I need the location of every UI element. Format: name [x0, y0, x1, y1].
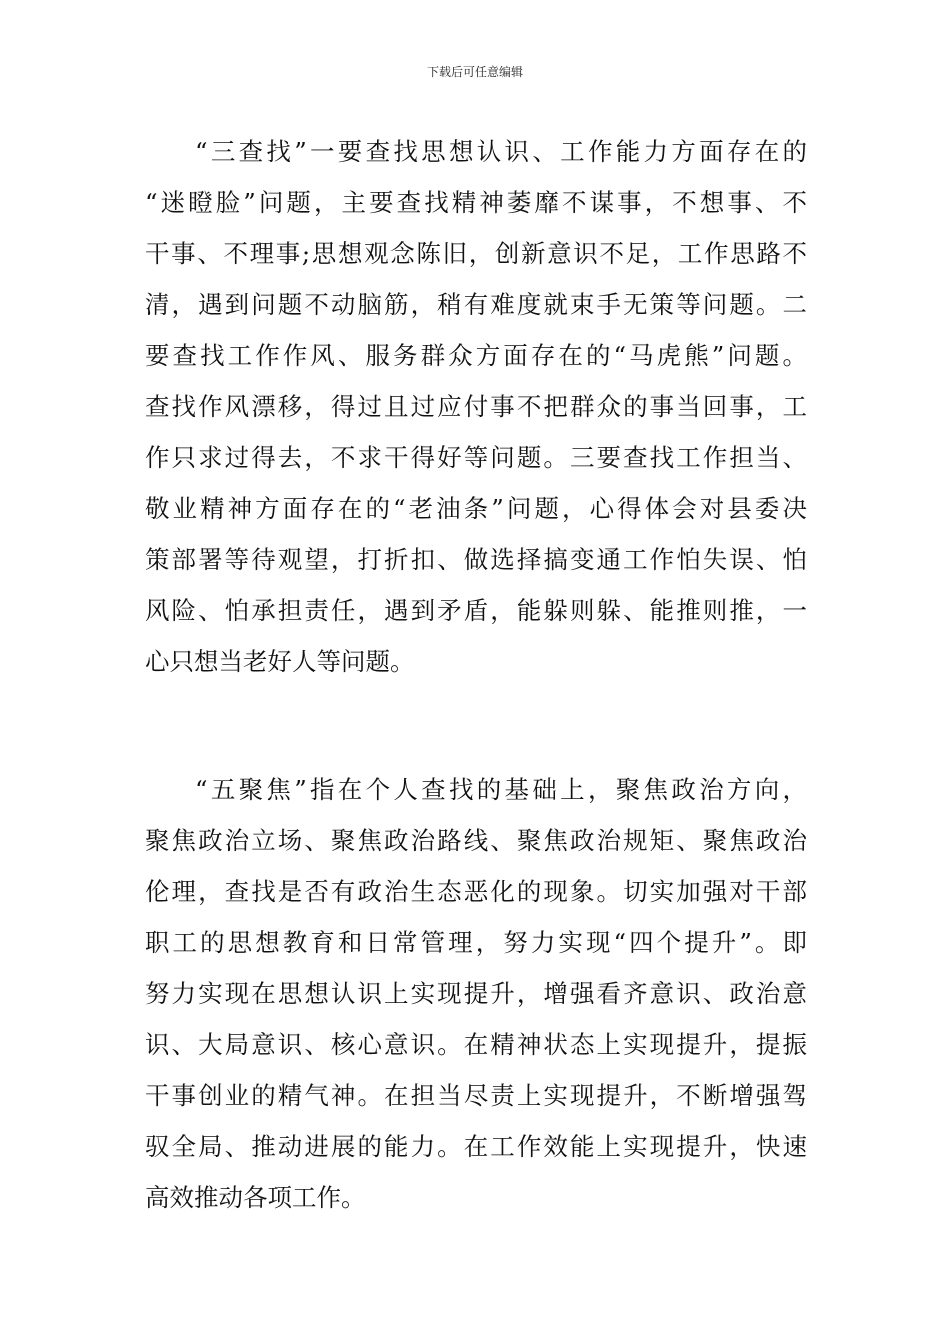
- text-line: 驭全局、推动进展的能力。在工作效能上实现提升，快速: [145, 1132, 807, 1161]
- page-header-note: 下载后可任意编辑: [426, 65, 523, 79]
- text-line: 职工的思想教育和日常管理，努力实现“四个提升”。即: [145, 928, 807, 957]
- paragraph-three-findings: [145, 126, 807, 687]
- text-line: 聚焦政治立场、聚焦政治路线、聚焦政治规矩、聚焦政治: [145, 826, 807, 855]
- text-line: “三查找”一要查找思想认识、工作能力方面存在的: [195, 137, 807, 166]
- paragraph-spacer: [145, 687, 807, 764]
- text-line: “迷瞪脸”问题，主要查找精神萎靡不谋事，不想事、不: [145, 188, 807, 217]
- text-line: 策部署等待观望，打折扣、做选择搞变通工作怕失误、怕: [145, 545, 807, 574]
- paragraph-five-focuses: [145, 764, 807, 1223]
- text-line: 干事创业的精气神。在担当尽责上实现提升，不断增强驾: [145, 1081, 807, 1110]
- text-line: 心只想当老好人等问题。: [145, 647, 415, 676]
- text-line: 努力实现在思想认识上实现提升，增强看齐意识、政治意: [145, 979, 807, 1008]
- text-line: 识、大局意识、核心意识。在精神状态上实现提升，提振: [145, 1030, 807, 1059]
- text-line: 敬业精神方面存在的“老油条”问题，心得体会对县委决: [145, 494, 807, 523]
- text-line: 要查找工作作风、服务群众方面存在的“马虎熊”问题。: [145, 341, 807, 370]
- text-line: 干事、不理事;思想观念陈旧，创新意识不足，工作思路不: [145, 239, 807, 268]
- text-line: 作只求过得去，不求干得好等问题。三要查找工作担当、: [145, 443, 807, 472]
- document-body: [145, 126, 807, 1223]
- text-line: “五聚焦”指在个人查找的基础上，聚焦政治方向，: [195, 775, 807, 804]
- text-line: 风险、怕承担责任，遇到矛盾，能躲则躲、能推则推，一: [145, 596, 807, 625]
- text-line: 查找作风漂移，得过且过应付事不把群众的事当回事，工: [145, 392, 807, 421]
- text-line: 伦理，查找是否有政治生态恶化的现象。切实加强对干部: [145, 877, 807, 906]
- text-line: 清，遇到问题不动脑筋，稍有难度就束手无策等问题。二: [145, 290, 807, 319]
- text-line: 高效推动各项工作。: [145, 1183, 366, 1212]
